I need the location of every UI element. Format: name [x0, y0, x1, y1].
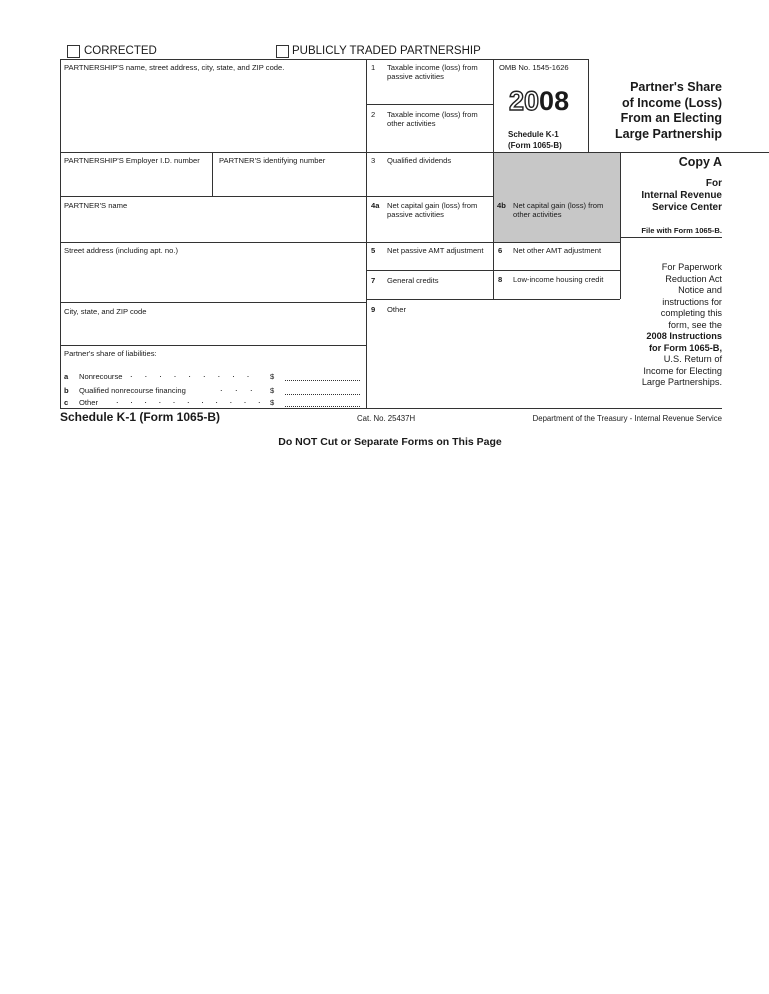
row-line-box5	[366, 242, 620, 243]
paperwork-line-7: 2008 Instructions	[646, 331, 722, 341]
row-line-street	[60, 242, 366, 243]
copy-for	[624, 178, 722, 214]
row-line-ein	[60, 152, 366, 153]
liab-a-label: Nonrecourse	[79, 372, 123, 381]
paperwork-line-11: Large Partnerships.	[641, 377, 722, 387]
box2-label: Taxable income (loss) from other activities	[387, 110, 478, 128]
liab-c-label: Other	[79, 398, 98, 407]
paperwork-line-5: completing this	[660, 308, 722, 318]
liabilities-title: Partner's share of liabilities:	[64, 349, 157, 358]
liab-c-field[interactable]	[285, 396, 360, 407]
partnership-name-field[interactable]	[61, 74, 365, 151]
row-line-city	[60, 302, 366, 303]
file-with: File with Form 1065-B.	[641, 226, 722, 235]
city-field[interactable]	[61, 319, 365, 344]
row-line-box2	[366, 104, 493, 105]
partner-name-label: PARTNER'S name	[64, 201, 128, 210]
paperwork-line-9: U.S. Return of	[663, 354, 722, 364]
box5-label: Net passive AMT adjustment	[387, 246, 484, 255]
paperwork-line-3: Notice and	[678, 285, 722, 295]
box5-number: 5	[371, 246, 376, 255]
schedule-small-1: Schedule K-1	[508, 130, 559, 139]
tax-year	[509, 86, 569, 116]
liab-c-dots: . . . . . . . . . . .	[116, 395, 266, 405]
row-line-box7	[366, 270, 620, 271]
box9-label: Other	[387, 305, 406, 314]
box4a-number: 4a	[371, 201, 380, 210]
footer-dept: Department of the Treasury - Internal Revenue Service	[532, 414, 722, 423]
corrected-label: CORRECTED	[84, 45, 157, 57]
box4a-label: Net capital gain (loss) from passive activities	[387, 201, 478, 219]
partnership-ein-label: PARTNERSHIP'S Employer I.D. number	[64, 156, 200, 165]
paperwork-line-10: Income for Electing	[643, 365, 722, 376]
title-line-3: From an Electing	[620, 111, 722, 125]
box9-number: 9	[371, 305, 376, 314]
paperwork-notice	[622, 262, 722, 389]
liab-b-dots: . . .	[220, 383, 258, 393]
box7-field[interactable]	[367, 286, 492, 298]
copy-for-line: For	[705, 178, 722, 189]
box1-number: 1	[371, 63, 376, 72]
copy-a: Copy A	[678, 155, 722, 169]
box6-field[interactable]	[494, 256, 619, 269]
box8-field[interactable]	[494, 286, 619, 298]
year-suffix: 08	[539, 86, 570, 116]
paperwork-line-1: For Paperwork	[661, 262, 722, 272]
omb-right-border	[588, 59, 589, 152]
box3-label: Qualified dividends	[387, 156, 452, 165]
paperwork-line-2: Reduction Act	[665, 273, 722, 284]
publicly-traded-checkbox[interactable]	[276, 45, 289, 58]
copy-irs-line-1: Internal Revenue	[641, 190, 722, 201]
liab-b-field[interactable]	[285, 384, 360, 395]
liab-b-label: Qualified nonrecourse financing	[79, 386, 186, 395]
box4b-field[interactable]	[494, 222, 619, 241]
year-prefix: 20	[509, 86, 540, 116]
do-not-cut-notice: Do NOT Cut or Separate Forms on This Page	[278, 436, 502, 448]
partner-id-field[interactable]	[213, 168, 365, 195]
top-border	[60, 59, 589, 60]
partner-id-label: PARTNER'S identifying number	[219, 156, 326, 165]
liab-a-dollar: $	[270, 372, 275, 381]
liab-a-letter: a	[64, 372, 69, 381]
partnership-name-label: PARTNERSHIP'S name, street address, city, state, and ZIP code.	[64, 63, 285, 72]
box2-field[interactable]	[367, 130, 492, 151]
box6-number: 6	[498, 246, 503, 255]
box2-number: 2	[371, 110, 376, 119]
paperwork-line-8: for Form 1065-B,	[648, 342, 722, 353]
copy-irs-line-2: Service Center	[651, 202, 722, 213]
paperwork-line-4: instructions for	[662, 296, 722, 307]
row-line-box9	[366, 299, 620, 300]
box7-number: 7	[371, 276, 376, 285]
liab-b-letter: b	[64, 386, 69, 395]
form-title	[592, 80, 722, 142]
title-line-2: of Income (Loss)	[621, 95, 722, 110]
street-field[interactable]	[61, 258, 365, 301]
box6-label: Net other AMT adjustment	[513, 246, 602, 255]
liab-a-dots: . . . . . . . . .	[130, 369, 255, 379]
city-label: City, state, and ZIP code	[64, 307, 147, 316]
liab-b-dollar: $	[270, 386, 275, 395]
box9-field[interactable]	[367, 317, 619, 407]
paperwork-line-6: form, see the	[668, 319, 722, 330]
box8-number: 8	[498, 275, 503, 284]
street-label: Street address (including apt. no.)	[64, 246, 178, 255]
title-line-4: Large Partnership	[615, 126, 722, 141]
schedule-small-2: (Form 1065-B)	[508, 141, 562, 150]
title-line-1: Partner's Share	[630, 80, 722, 94]
box5-field[interactable]	[367, 256, 492, 269]
copy-divider	[620, 237, 722, 238]
box4b-label: Net capital gain (loss) from other activities	[513, 201, 604, 219]
row-line-partner-name	[60, 196, 366, 197]
omb-number: OMB No. 1545-1626	[499, 63, 569, 72]
liab-a-field[interactable]	[285, 370, 360, 381]
footer-schedule: Schedule K-1 (Form 1065-B)	[60, 410, 221, 424]
box1-field[interactable]	[367, 82, 492, 103]
box7-label: General credits	[387, 276, 439, 285]
box3-field[interactable]	[367, 170, 492, 195]
box4b-number: 4b	[497, 201, 506, 210]
bottom-border	[60, 408, 722, 409]
box4a-field[interactable]	[367, 222, 492, 241]
partnership-ein-field[interactable]	[61, 168, 211, 195]
box3-number: 3	[371, 156, 376, 165]
corrected-checkbox[interactable]	[67, 45, 80, 58]
liab-c-dollar: $	[270, 398, 275, 407]
box1-label: Taxable income (loss) from passive activities	[387, 63, 478, 81]
footer-cat-no: Cat. No. 25437H	[357, 414, 416, 423]
publicly-traded-label: PUBLICLY TRADED PARTNERSHIP	[292, 45, 481, 57]
box8-label: Low-income housing credit	[513, 275, 604, 284]
partner-name-field[interactable]	[61, 213, 365, 241]
liab-c-letter: c	[64, 398, 69, 407]
row-line-liabilities	[60, 345, 366, 346]
